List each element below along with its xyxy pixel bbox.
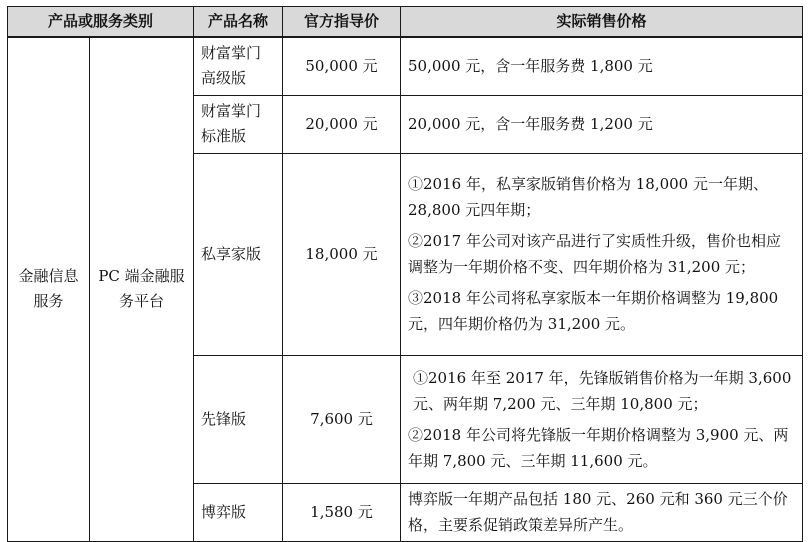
header-category: 产品或服务类别 bbox=[8, 7, 194, 38]
actual-price-text: ②2017 年公司对该产品进行了实质性升级，售价也相应调整为一年期价格不变、四年期价格为 31,200 元； bbox=[408, 232, 781, 276]
actual-price-cell bbox=[401, 355, 803, 483]
actual-price-text: ①2016 年，私享家版销售价格为 18,000 元一年期、28,800 元四年期； bbox=[408, 175, 768, 219]
header-product-name: 产品名称 bbox=[194, 7, 283, 38]
category-level2-cell: PC 端金融服务平台 bbox=[90, 37, 194, 541]
actual-price-cell bbox=[401, 37, 803, 95]
official-price-cell: 7,600 元 bbox=[283, 355, 401, 483]
actual-price-text: 博弈版一年期产品包括 180 元、260 元和 360 元三个价格，主要系促销政策差异所产生。 bbox=[408, 490, 788, 534]
product-name-cell: 博弈版 bbox=[194, 483, 283, 541]
product-name-cell: 财富掌门高级版 bbox=[194, 37, 283, 95]
official-price-cell: 20,000 元 bbox=[283, 95, 401, 153]
actual-price-cell bbox=[401, 95, 803, 153]
official-price-cell: 18,000 元 bbox=[283, 153, 401, 355]
product-name-cell: 先锋版 bbox=[194, 355, 283, 483]
header-actual-price: 实际销售价格 bbox=[401, 7, 803, 38]
category-level1-cell: 金融信息服务 bbox=[8, 37, 90, 541]
actual-price-cell bbox=[401, 483, 803, 541]
actual-price-text: 50,000 元，含一年服务费 1,800 元 bbox=[408, 57, 653, 76]
product-name-cell: 财富掌门标准版 bbox=[194, 95, 283, 153]
actual-price-text: ②2018 年公司将先锋版一年期价格调整为 3,900 元、两年期 7,800 元、三年期 11,600 元。 bbox=[408, 425, 789, 470]
table-row bbox=[8, 37, 803, 95]
product-name-cell: 私享家版 bbox=[194, 153, 283, 355]
official-price-cell: 1,580 元 bbox=[283, 483, 401, 541]
actual-price-cell bbox=[401, 153, 803, 355]
actual-price-text: ③2018 年公司将私享家版本一年期价格调整为 19,800 元，四年期价格仍为 31,200 元。 bbox=[408, 289, 779, 333]
product-price-table bbox=[7, 6, 803, 542]
official-price-cell: 50,000 元 bbox=[283, 37, 401, 95]
header-official-price: 官方指导价 bbox=[283, 7, 401, 38]
table-header-row bbox=[8, 7, 803, 38]
actual-price-text: ①2016 年至 2017 年，先锋版销售价格为一年期 3,600 元、两年期 7,200 元、三年期 10,800 元； bbox=[413, 368, 792, 413]
actual-price-text: 20,000 元，含一年服务费 1,200 元 bbox=[408, 115, 653, 133]
